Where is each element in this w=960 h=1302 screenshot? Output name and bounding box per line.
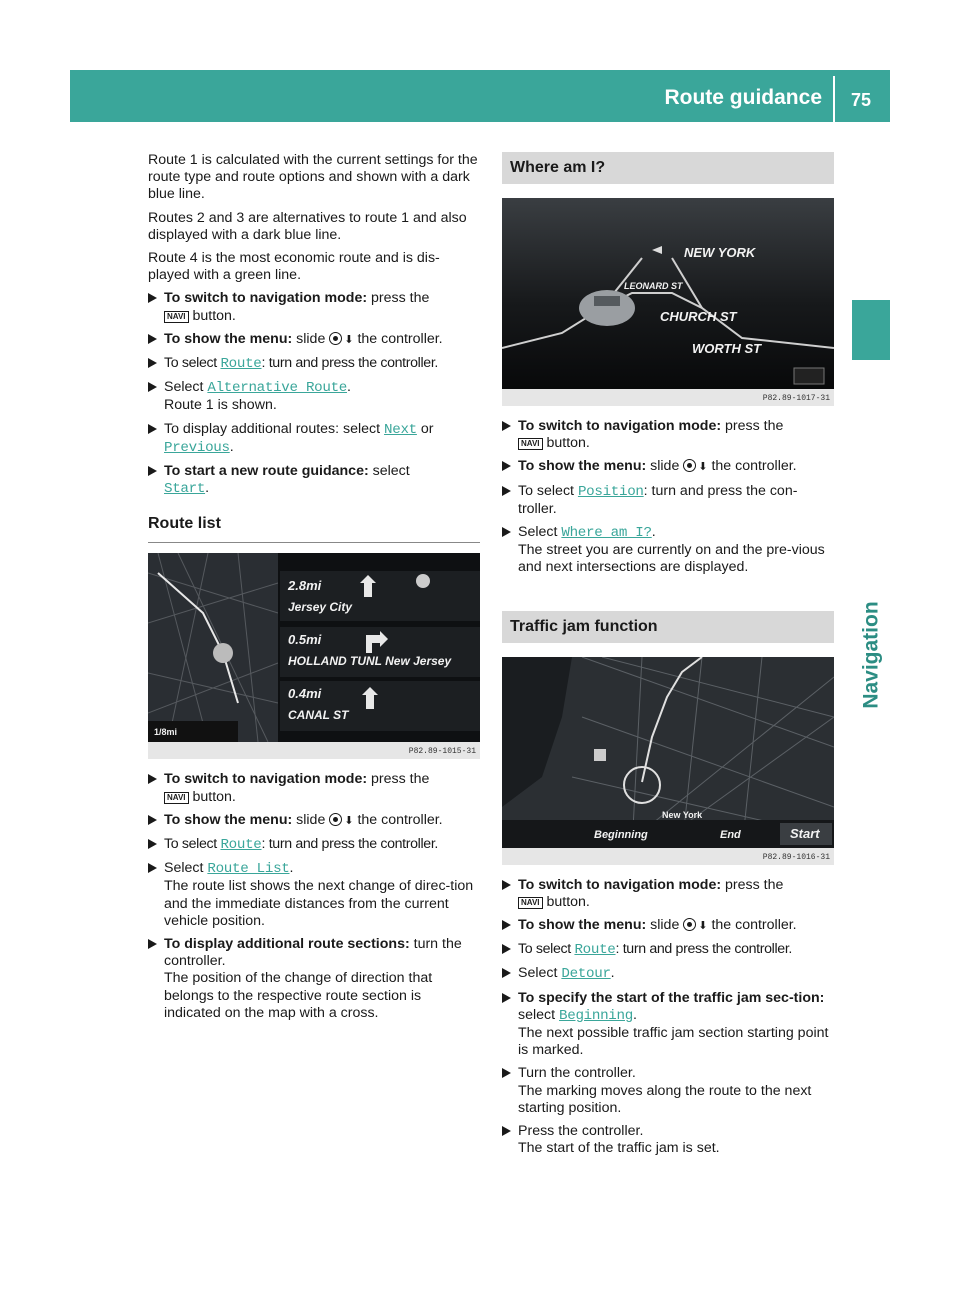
start-button: Start [790,825,820,841]
route-street: Jersey City [288,600,353,615]
bullet-arrow-icon [502,920,511,930]
step-text: Press the controller. [518,1123,644,1140]
list-item [502,1065,834,1117]
step-label: To switch to navigation mode: [518,418,722,434]
step-text: select [518,1006,560,1023]
list-item [502,1123,834,1157]
bullet-arrow-icon [502,486,511,496]
route-distance: 0.4mi [288,686,322,702]
menu-item-route: Route [220,356,262,373]
step-text: Select [518,524,562,541]
step-text: To select [518,941,575,958]
menu-item-next: Next [384,421,417,438]
figure-code [502,848,834,865]
figure-code [502,389,834,406]
list-item [148,860,480,930]
step-text: . [205,480,210,497]
traffic-map-background [502,657,834,865]
route-street: HOLLAND TUNL New Jersey [288,654,452,669]
left-column [148,152,480,1028]
step-text: turn the controller. [164,936,462,970]
bullet-arrow-icon [502,527,511,537]
bullet-arrow-icon [148,939,157,949]
step-label: To show the menu: [518,458,647,475]
bullet-arrow-icon [502,880,511,890]
list-item [502,483,834,518]
step-label: To switch to navigation mode: [164,771,368,788]
menu-item-previous: Previous [164,439,230,456]
step-text: button. [542,893,590,910]
controller-slide-down-icon [329,813,342,826]
bullet-arrow-icon [148,863,157,873]
step-text: or [416,420,434,437]
list-item [148,355,480,373]
step-result: The route list shows the next change of direc-tion and the immediate distances from the current vehicle position. [164,878,474,929]
beginning-button: Beginning [594,828,648,841]
bullet-arrow-icon [148,358,157,368]
chapter-label-text: Navigation [859,601,883,709]
list-item [502,524,834,577]
map-scale: 1/8mi [154,727,178,738]
step-result: The street you are currently on and the pre-vious and next intersections are displayed. [518,542,825,576]
step-label: To show the menu: [164,330,293,347]
menu-item-route: Route [574,942,616,959]
step-text: Select [518,965,562,982]
bullet-arrow-icon [148,839,157,849]
header-divider [833,76,835,122]
list-item [148,421,480,457]
step-label: To specify the start of the traffic jam sec-tion: [518,989,825,1006]
list-item: To show the menu: slide ⬇ the controller. [502,458,834,476]
bullet-arrow-icon [148,293,157,303]
step-text: button. [542,435,590,452]
step-text: button. [188,307,236,324]
where-am-i-background [502,198,834,406]
controller-slide-down-icon [683,459,696,472]
step-text: : turn and press the controller. [261,355,439,372]
step-label: To display additional route sections: [164,936,410,953]
navi-button-icon: NAVI [518,438,543,450]
route-street: CANAL ST [288,708,349,723]
right-column [502,152,834,1163]
intro-paragraph: Routes 2 and 3 are alternatives to route 1 and also displayed with a dark blue line. [148,209,467,243]
list-item: To show the menu: slide ⬇ the controller. [148,331,480,349]
menu-item-beginning: Beginning [559,1007,633,1024]
step-text: slide [646,458,684,475]
list-item [148,290,480,324]
menu-item-detour: Detour [561,966,611,983]
list-item [148,771,480,805]
navi-button-icon: NAVI [164,792,189,804]
figure-code [148,742,480,759]
step-label: To switch to navigation mode: [164,290,368,307]
step-result: Route 1 is shown. [164,397,277,414]
navi-button-icon: NAVI [518,897,543,909]
where-am-i-screenshot [502,198,834,406]
step-text: press the [367,290,430,307]
list-item [148,836,480,854]
step-text: slide [646,917,684,934]
figure-code-text: P82.89-1017-31 [762,394,830,403]
end-button: End [720,828,741,841]
step-text: To display additional routes: select [164,420,385,437]
menu-item-position: Position [577,483,644,500]
step-text: the controller. [353,330,443,347]
intro-paragraph: Route 1 is calculated with the current settings for the route type and route options and shown with a dark blue line. [148,152,478,203]
step-text: the controller. [707,458,797,475]
page-number: 75 [851,90,872,110]
navi-button-icon: NAVI [164,311,189,323]
step-text: button. [188,788,236,805]
route-list-screenshot [148,553,480,759]
bullet-arrow-icon [502,461,511,471]
bullet-arrow-icon [148,466,157,476]
step-text: : turn and press the controller. [261,836,439,853]
route-distance: 0.5mi [288,632,322,648]
bullet-arrow-icon [502,993,511,1003]
page-title: Route guidance [664,86,822,109]
step-result: The position of the change of direction that belongs to the respective route section is indicated on the map with a cross. [164,970,433,1021]
figure-code-text: P82.89-1015-31 [408,747,476,757]
step-text: . [632,1006,637,1023]
step-result: The start of the traffic jam is set. [518,1140,720,1157]
list-item [148,463,480,498]
bullet-arrow-icon [502,944,511,954]
street-current-city: NEW YORK [684,245,756,260]
step-text: the controller. [707,917,797,934]
street-next: WORTH ST [692,341,762,356]
list-item [148,379,480,414]
menu-item-alternative-route: Alternative Route [207,380,348,397]
step-text: press the [367,771,430,788]
bullet-arrow-icon [148,424,157,434]
traffic-jam-screenshot [502,657,834,865]
bullet-arrow-icon [148,334,157,344]
chapter-label [852,555,890,755]
list-item [502,990,834,1060]
step-label: To show the menu: [164,811,293,828]
step-text: select [368,463,410,480]
step-text: Select [164,860,208,877]
step-text: slide [292,330,330,347]
step-text: : turn and press the controller. [615,941,793,958]
list-item [148,936,480,1022]
step-text: slide [292,811,330,828]
step-result: The next possible traffic jam section starting point is marked. [518,1025,829,1059]
list-item [502,418,834,452]
list-item: To show the menu: slide ⬇ the controller. [148,812,480,830]
step-text: press the [721,418,784,434]
step-text: . [610,965,615,982]
menu-item-route-list: Route List [207,861,290,878]
bullet-arrow-icon [502,421,511,431]
step-label: To show the menu: [518,917,647,934]
step-text: : turn and press the con-troller. [518,482,798,517]
bullet-arrow-icon [502,1068,511,1078]
bullet-arrow-icon [148,774,157,784]
step-text: press the [721,876,784,893]
step-text: . [651,524,656,541]
controller-slide-down-icon [329,332,342,345]
route-distance: 2.8mi [288,578,322,594]
step-text: Turn the controller. [518,1065,636,1082]
list-item [502,877,834,911]
menu-item-route: Route [220,837,262,854]
list-item [502,941,834,959]
menu-item-where-am-i: Where am I? [561,525,652,542]
page-header [70,70,890,122]
intro-paragraph: Route 4 is the most economic route and is dis-played with a green line. [148,250,440,284]
step-label: To switch to navigation mode: [518,876,722,893]
map-place-label: New York [662,809,703,820]
list-item: To show the menu: slide ⬇ the controller. [502,917,834,935]
step-text: the controller. [353,811,443,828]
chapter-tab [852,300,890,360]
bullet-arrow-icon [502,968,511,978]
step-text: Select [164,379,208,396]
bullet-arrow-icon [148,815,157,825]
step-text: To select [164,355,221,372]
step-text: To select [518,482,578,499]
bullet-arrow-icon [502,1126,511,1136]
street-current: CHURCH ST [660,309,737,324]
section-title-where-am-i: Where am I? [502,152,834,184]
step-label: To start a new route guidance: [164,463,369,480]
list-item [502,965,834,983]
section-title-traffic-jam: Traffic jam function [502,611,834,643]
step-result: The marking moves along the route to the next starting position. [518,1082,812,1116]
menu-item-start: Start [164,481,206,498]
step-text: . [289,860,294,877]
street-previous: LEONARD ST [624,281,683,291]
step-text: To select [164,836,221,853]
section-title-route-list: Route list [148,514,480,543]
step-text: . [347,379,351,396]
controller-slide-down-icon [683,918,696,931]
step-text: . [229,438,234,455]
bullet-arrow-icon [148,382,157,392]
figure-code-text: P82.89-1016-31 [762,852,830,862]
